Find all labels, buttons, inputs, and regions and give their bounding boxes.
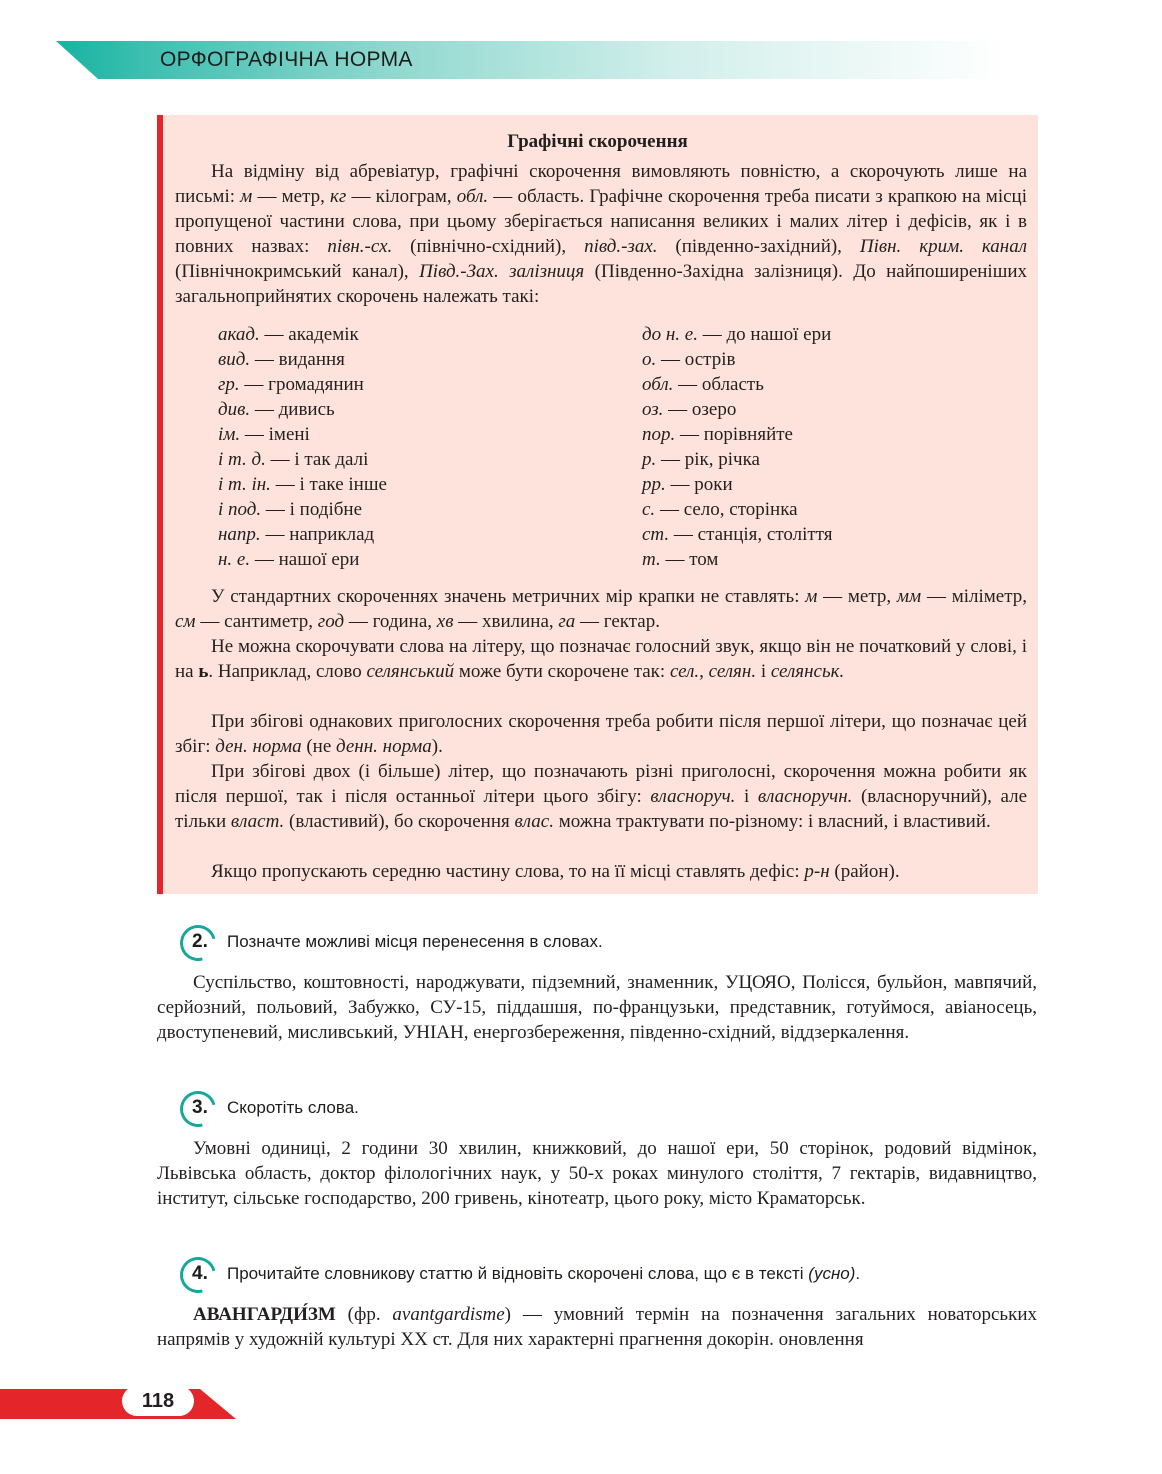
task-3-text: Умовні одиниці, 2 години 30 хвилин, книжковий, до нашої ери, 50 сторінок, родовий відмінок, Львівська область, доктор філологічних наук, у 50-х роках минулого століття, 7 гектарів, видавництво, інститут, сільське господарство, 200 гривень, кінотеатр, цього року, місто Краматорськ.: [157, 1138, 1037, 1209]
abbreviation-item: обл. — область: [642, 374, 764, 395]
task-number: 3.: [192, 1097, 208, 1118]
section-title: ОРФОГРАФІЧНА НОРМА: [160, 48, 413, 71]
rule-box-title: Графічні скорочення: [507, 131, 688, 152]
abbreviation-item: гр. — громадянин: [218, 374, 364, 395]
abbreviation-item: о. — острів: [642, 349, 736, 370]
abbreviation-item: і под. — і подібне: [218, 499, 363, 520]
rule-intro-paragraph: На відміну від абревіатур, графічні скорочення вимовляють повністю, а скорочують лише на письмі: м — метр, кг — кілограм, обл. — область. Графічне скорочення треба писати з крапкою на місці пропущеної частини слова, при цьому зберігається написання великих і малих літер і дефісів, як і в повних назвах: півн.-сх. (північно-східний), півд.-зах. (південно-західний), Півн. крим. канал (Північнокримський канал), Півд.-Зах. залізниця (Південно-Західна залізниця). До найпоширеніших загальноприйнятих скорочень належать такі:: [175, 161, 1028, 307]
abbreviation-item: і т. ін. — і таке інше: [218, 474, 387, 495]
task-instruction: Скоротіть слова.: [227, 1098, 359, 1117]
task-number: 4.: [192, 1263, 208, 1284]
rule-paragraph-vowel: Не можна скорочувати слова на літеру, що позначає голосний звук, якщо він не початковий у слові, і на ь. Наприклад, слово селянський може бути скорочене так: сел., селян. і селянськ.: [175, 636, 1027, 682]
abbreviation-item: вид. — видання: [218, 349, 345, 370]
abbreviation-item: рр. — роки: [642, 474, 733, 495]
abbreviation-item: т. — том: [642, 549, 719, 570]
rule-box-accent-bar: [157, 115, 163, 894]
abbreviation-item: пор. — порівняйте: [642, 424, 793, 445]
abbreviation-item: ст. — станція, століття: [642, 524, 833, 545]
abbreviation-item: с. — село, сторінка: [642, 499, 798, 520]
abbreviation-item: н. е. — нашої ери: [218, 549, 360, 570]
abbreviation-item: напр. — наприклад: [218, 524, 375, 545]
abbreviation-item: і т. д. — і так далі: [218, 449, 369, 470]
rule-paragraph-metric: У стандартних скороченнях значень метричних мір крапки не ставлять: м — метр, мм — міліметр, см — сантиметр, год — година, хв — хвилина, га — гектар.: [175, 586, 1027, 632]
abbreviation-list-left: [218, 322, 387, 572]
dictionary-headword: АВАНГАРДИ́ЗМ: [193, 1304, 336, 1325]
task-number: 2.: [192, 931, 208, 952]
page-number-band: [0, 1389, 236, 1419]
abbreviation-item: р. — рік, річка: [642, 449, 760, 470]
rule-paragraph-dash: Якщо пропускають середню частину слова, то на її місці ставлять дефіс: р-н (район).: [211, 861, 900, 882]
dictionary-entry: АВАНГАРДИ́ЗМ (фр. avantgardisme) — умовний термін на позначення загальних новаторських напрямів у художній культурі XX ст. Для них характерні прагнення докорін. оновлення: [157, 1304, 1037, 1350]
abbreviation-list-right: [642, 322, 833, 572]
task-instruction: Позначте можливі місця перенесення в словах.: [227, 932, 603, 951]
abbreviation-item: до н. е. — до нашої ери: [642, 324, 832, 345]
task-2-text: Суспільство, коштовності, народжувати, підземний, знаменник, УЦОЯО, Полісся, бульйон, мавпячий, серйозний, польовий, Забужко, СУ-15, піддашшя, по-французьки, представник, готуймося, авіаносець, двоступеневий, мисливський, УНІАН, енергозбереження, південно-східний, віддзеркалення.: [157, 972, 1037, 1043]
page-number: 118: [141, 1390, 175, 1412]
task-instruction: Прочитайте словникову статтю й відновіть скорочені слова, що є в тексті (усно).: [227, 1264, 861, 1283]
abbreviation-item: ім. — імені: [218, 424, 310, 445]
rule-paragraph-different-consonants: При збігові двох (і більше) літер, що позначають різні приголосні, скорочення можна робити як після першої, так і після останньої літери цього збігу: власноруч. і власноручн. (власноручний), але тільки власт. (властивий), бо скорочення влас. можна трактувати по-різному: і власний, і властивий.: [175, 761, 1028, 832]
abbreviation-item: оз. — озеро: [642, 399, 737, 420]
abbreviation-item: див. — дивись: [218, 399, 335, 420]
abbreviation-item: акад. — академік: [218, 324, 359, 345]
rule-paragraph-same-consonants: При збігові однакових приголосних скорочення треба робити після першої літери, що позначає цей збіг: ден. норма (не денн. норма).: [175, 711, 1027, 757]
